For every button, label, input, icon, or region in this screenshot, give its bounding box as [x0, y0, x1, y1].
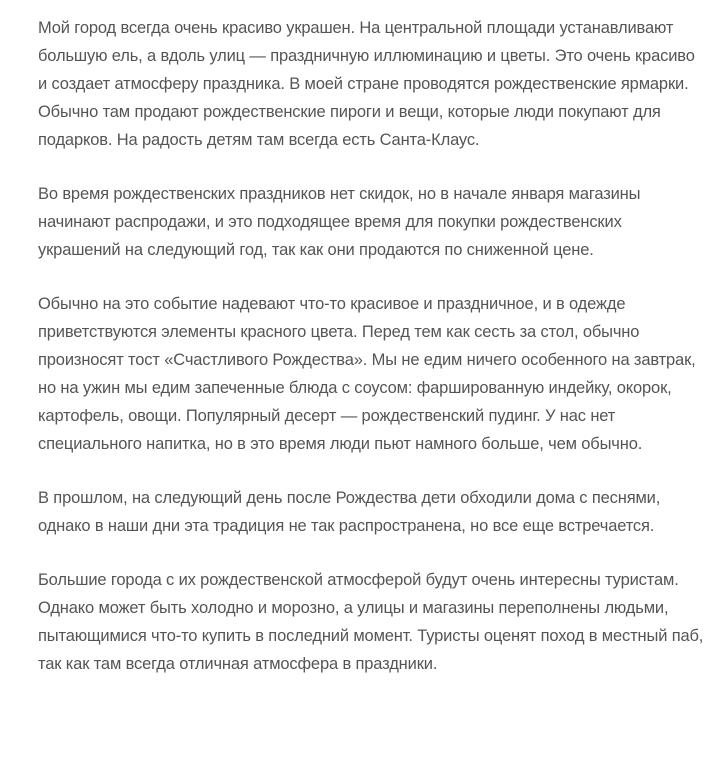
paragraph-sales: Во время рождественских праздников нет скидок, но в начале января магазины начинают распродажи, и это подходящее время для покупки рождественских украшений на следующий год, так как они продаются по сниженной цене. — [38, 185, 641, 259]
paragraph-tourists: Большие города с их рождественской атмосферой будут очень интересны туристам. Однако может быть холодно и морозно, а улицы и магазины переполнены людьми, пытающимися что-то купить в последний момент. Туристы оценят поход в местный паб, так как там всегда отличная атмосфера в праздники. — [38, 571, 704, 673]
article-body — [38, 14, 706, 704]
paragraph-city-decorations: Мой город всегда очень красиво украшен. На центральной площади устанавливают большую ель, а вдоль улиц — праздничную иллюминацию и цветы. Это очень красиво и создает атмосферу праздника. В моей стране проводятся рождественские ярмарки. Обычно там продают рождественские пироги и вещи, которые люди покупают для подарков. На радость детям там всегда есть Санта-Клаус. — [38, 19, 695, 149]
paragraph-tradition: В прошлом, на следующий день после Рождества дети обходили дома с песнями, однако в наши дни эта традиция не так распространена, но все еще встречается. — [38, 489, 661, 535]
paragraph-celebration-food: Обычно на это событие надевают что-то красивое и праздничное, и в одежде приветствуются элементы красного цвета. Перед тем как сесть за стол, обычно произносят тост «Счастливого Рождества». Мы не едим ничего особенного на завтрак, но на ужин мы едим запеченные блюда с соусом: фаршированную индейку, окорок, картофель, овощи. Популярный десерт — рождественский пудинг. У нас нет специального напитка, но в это время люди пьют намного больше, чем обычно. — [38, 295, 696, 453]
